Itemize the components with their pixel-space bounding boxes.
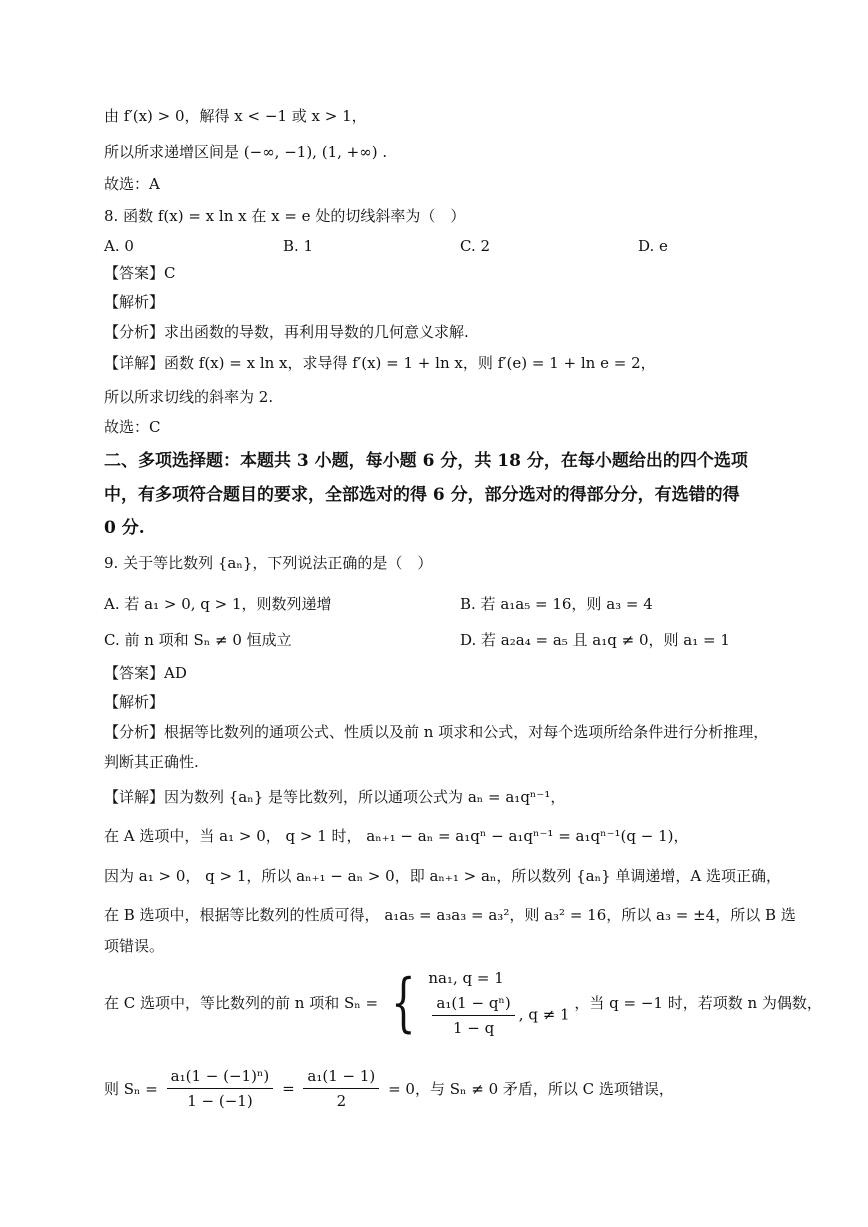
text-line: 故选：C xyxy=(104,418,161,436)
denominator: 1 − q xyxy=(452,1019,495,1037)
text-span: 则 Sₙ = xyxy=(104,1080,158,1098)
q9-option-d: D. 若 a₂a₄ = a₅ 且 a₁q ≠ 0，则 a₁ = 1 xyxy=(460,631,730,649)
q9-option-a: A. 若 a₁ > 0, q > 1，则数列递增 xyxy=(104,595,332,613)
numerator: a₁(1 − 1) xyxy=(303,1064,379,1089)
q8-option-d: D. e xyxy=(638,237,668,255)
analysis-text: 【分析】根据等比数列的通项公式、性质以及前 n 项求和公式，对每个选项所给条件进行分析推理， xyxy=(104,723,769,741)
denominator: 1 − (−1) xyxy=(187,1092,253,1110)
section-heading: 二、多项选择题：本题共 3 小题，每小题 6 分，共 18 分，在每小题给出的四个选项 xyxy=(104,451,748,471)
q8-option-a: A. 0 xyxy=(104,237,134,255)
text-line: 由 f′(x) > 0，解得 x < −1 或 x > 1， xyxy=(104,107,367,125)
text-line: 在 A 选项中，当 a₁ > 0， q > 1 时， aₙ₊₁ − aₙ = a₁qⁿ − a₁qⁿ⁻¹ = a₁qⁿ⁻¹(q − 1)， xyxy=(104,827,689,845)
text-line: 所以所求切线的斜率为 2. xyxy=(104,388,274,406)
text-line: 在 B 选项中，根据等比数列的性质可得， a₁a₅ = a₃a₃ = a₃²，则 a₃² = 16，所以 a₃ = ±4，所以 B 选 xyxy=(104,906,796,924)
denominator: 2 xyxy=(336,1092,347,1110)
text-line: 所以所求递增区间是 (−∞, −1), (1, +∞) . xyxy=(104,143,388,161)
text-span: 在 C 选项中，等比数列的前 n 项和 Sₙ = xyxy=(104,994,379,1012)
text-span: ，当 q = −1 时，若项数 n 为偶数， xyxy=(574,994,822,1012)
left-brace: { xyxy=(391,965,416,1040)
text-line: 故选：A xyxy=(104,175,160,193)
fraction xyxy=(167,1064,274,1113)
text-line: 因为 a₁ > 0， q > 1，所以 aₙ₊₁ − aₙ > 0，即 aₙ₊₁ > aₙ，所以数列 {aₙ} 单调递增，A 选项正确， xyxy=(104,867,782,885)
section-heading: 中，有多项符合题目的要求，全部选对的得 6 分，部分选对的得部分分，有选错的得 xyxy=(104,485,740,505)
fraction xyxy=(303,1064,379,1113)
fraction xyxy=(432,991,514,1040)
text-span: = 0，与 Sₙ ≠ 0 矛盾，所以 C 选项错误， xyxy=(388,1080,674,1098)
detail-text: 【详解】因为数列 {aₙ} 是等比数列，所以通项公式为 aₙ = a₁qⁿ⁻¹， xyxy=(104,788,566,806)
case-2-condition: , q ≠ 1 xyxy=(518,1005,570,1024)
analysis-label: 【解析】 xyxy=(104,293,165,311)
answer-label: 【答案】C xyxy=(104,264,176,282)
case-2 xyxy=(428,991,569,1040)
question-8: 8. 函数 f(x) = x ln x 在 x = e 处的切线斜率为（ ） xyxy=(104,207,466,225)
piecewise-line xyxy=(104,965,822,1040)
numerator: a₁(1 − qⁿ) xyxy=(432,991,514,1016)
numerator: a₁(1 − (−1)ⁿ) xyxy=(167,1064,274,1089)
analysis-text: 【分析】求出函数的导数，再利用导数的几何意义求解. xyxy=(104,323,469,341)
case-1: na₁, q = 1 xyxy=(428,969,504,987)
answer-label: 【答案】AD xyxy=(104,664,187,682)
text-line: 项错误。 xyxy=(104,937,165,955)
q9-option-c: C. 前 n 项和 Sₙ ≠ 0 恒成立 xyxy=(104,631,292,649)
piecewise-cases xyxy=(428,965,569,1040)
q9-option-b: B. 若 a₁a₅ = 16，则 a₃ = 4 xyxy=(460,595,653,613)
q8-option-b: B. 1 xyxy=(283,237,314,255)
section-heading: 0 分. xyxy=(104,518,145,538)
equals-sign: = xyxy=(282,1079,295,1098)
question-9: 9. 关于等比数列 {aₙ}，下列说法正确的是（ ） xyxy=(104,554,433,572)
analysis-label: 【解析】 xyxy=(104,693,165,711)
q8-option-c: C. 2 xyxy=(460,237,491,255)
sum-line xyxy=(104,1064,674,1113)
detail-text: 【详解】函数 f(x) = x ln x，求导得 f′(x) = 1 + ln x，则 f′(e) = 1 + ln e = 2， xyxy=(104,354,656,372)
analysis-text: 判断其正确性. xyxy=(104,753,199,771)
